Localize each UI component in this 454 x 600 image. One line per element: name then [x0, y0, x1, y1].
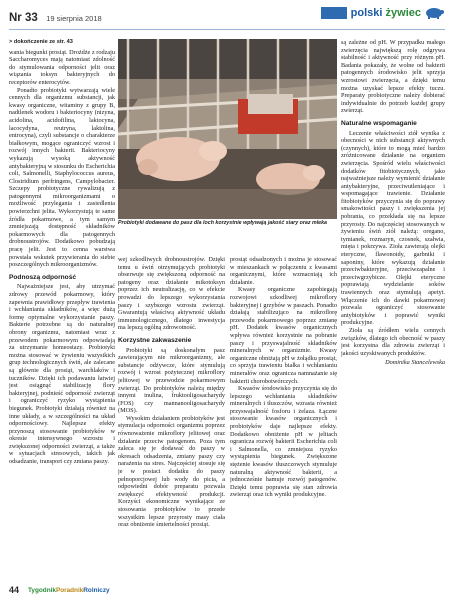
paragraph: Probiotyki są doskonałym pasz zawierającym nie mikroorganizmy, ale substancje odżywcze, które stymulują rozwój i wzrost pożytecznej mikroflory jelitowej w przewodzie pokarmowym zwierząt. Do probiotyków należą między innymi inulina, fruktooligosacharydy (FOS) czy mannanooligosacharydy (MOS).: [118, 346, 225, 415]
paragraph: Wysokim działaniem probiotyków jest stymulacja odporności organizmu poprzez równoważenie mikroflory jelitowej oraz działanie przeciw patogenom. Poza tym zaleca się je dodawać do paszy w okresach odsadzenia, zmiany paszy czy narażenia na stres. Najczęściej stosuje się je w postaci dodatku do paszy pełnoporcjowej lub wody do picia, a odpowiedni dobór preparatu pozwala zwiększyć efektywność produkcji. Korzyści ekonomiczne wynikające ze stosowania probiotyków to przede wszystkim lepsze przyrosty masy ciała oraz obniżenie śmiertelności prosiąt.: [118, 414, 225, 529]
publication-name: [28, 587, 110, 594]
publication-word-3: Rolniczy: [83, 587, 110, 594]
header-rule: [9, 29, 445, 30]
paragraph: Kwasów środowisko przyczynia się do lepszego wchłaniania składników mineralnych i tłuszczów, wzrasta również przyswajalność fosforu i żelaza. Łączne stosowanie kwasów organicznych i probiotyków daje najlepsze efekty. Dodatkowo obniżenie pH w jelitach ogranicza rozwój bakterii Escherichia coli i Salmonella, co zmniejsza ryzyko wystąpienia biegunek. Zwiększone stężenie kwasów tłuszczowych stymuluje naturalną aktywność bakterii, a jednocześnie hamuje rozwój patogenów. Dzięki temu poprawia się stan zdrowia zwierząt oraz ich wyniki produkcyjne.: [230, 385, 337, 499]
issue-info: [9, 8, 102, 26]
article-column-3: [230, 256, 337, 577]
paragraph: wej szkodliwych drobnoustrojów. Dzięki temu u świń otrzymujących probiotyki obserwuje się zwiększoną odporność na patogeny oraz działanie mikotoksyn poprzez ich neutralizację, co w efekcie prowadzi do lepszego wykorzystania paszy i szybszego wzrostu zwierząt. Gwarantują właściwą aktywność układu immunologicznego, dlatego inwestycja ma lepszą ogólną zdrowotność.: [118, 256, 225, 332]
author-signature: Dominika Stancelewska: [385, 359, 445, 367]
issue-date: 19 sierpnia 2018: [46, 14, 102, 23]
paragraph: Zioła są źródłem wielu cennych związków, dlatego ich obecność w paszy jest korzystna dla zdrowia zwierząt i jakości uzyskiwanych produktów.: [341, 326, 445, 357]
brand-word-polski: polski: [350, 6, 383, 19]
brand-color-bar: [321, 7, 347, 19]
article-column-4: [341, 39, 445, 577]
pig-logo-icon: [424, 6, 444, 19]
subheading-zakwaszenie: Korzystne zakwaszenie: [118, 336, 192, 344]
issue-number: Nr 33: [9, 12, 38, 24]
paragraph: prosiąt odsadzonych i można je stosować w mieszankach w połączeniu z kwasami organicznymi, które wzmacniają ich działanie.: [230, 256, 337, 286]
photo-caption: Probiotyki dodawane do pasz dla loch korzystnie wpływają jakość siary oraz mleka: [118, 220, 328, 226]
pig-pen-photo: [118, 39, 337, 219]
paragraph: są zależne od pH. W przypadku małego zwierzęcia największą rolę odgrywa stabilność i aktywność przy różnym pH. Badania pokazały, że wolne od bakterii patogennych środowisko jelit sprzyja wzrostowi zwierzęcia, a dzięki temu można uzyskać lepsze efekty tuczu. Preparaty probiotyczne należy dobierać indywidualnie do potrzeb każdej grupy zwierząt.: [341, 39, 445, 115]
page-header: [0, 0, 454, 31]
publication-word-1: Tygodnik: [28, 587, 56, 594]
article-photo: [118, 39, 337, 219]
paragraph: Najważniejsze jest, aby utrzymać zdrowy przewód pokarmowy, który zapewnia prawidłowy przepływ trawienia i wchłaniania składników, a więc dużą formę optymalne wykorzystanie paszy. Bakterie potrzebne są do naturalnej obrony organizmu, natomiast wraz z przewodem pokarmowym odpowiadają za utrzymanie homeostazy. Probiotyki można stosować w żywieniu wszystkich grup technologicznych świń, ale zalecane są głównie dla prosiąt, warchlaków i tuczników. Dzięki ich podawaniu łatwiej jest osiągnąć stabilizację flory bakteryjnej, podnieść odporność zwierząt i ograniczyć ryzyko wystąpienia biegunek. Probiotyki działają również na inne układy, a w szczególności na układ odpornościowy. Najlepsze efekty przynoszą stosowanie probiotyków w okresie intensywnego wzrostu i zwiększonej odporności zwierząt, a także w sytuacjach stresowych, takich jak odsadzanie, transport czy zmiana paszy.: [9, 283, 115, 466]
page-number: 44: [9, 585, 20, 595]
page-footer: [0, 580, 454, 600]
subheading-naturalne: Naturalne wspomaganie: [341, 119, 417, 127]
brand-word-zywiec: żywiec: [385, 6, 421, 19]
paragraph: Kwasy organiczne zapobiegają rozwojowi szkodliwej mikroflory bakteryjnej i grzybów w paszach. Ponadto działają stabilizująco na mikroflorę przewodu pokarmowego poprzez zmianę pH. Dodatek kwasów organicznych wpływa również korzystnie na pobranie paszy i przyswajalność składników mineralnych w organizmie. Kwasy organiczne obniżają pH w żołądku prosiąt, co sprzyja trawieniu białka i wchłanianiu minerałów oraz ogranicza namnażanie się bakterii chorobotwórczych.: [230, 286, 337, 385]
subheading-odpornosc: Podnoszą odporność: [9, 273, 77, 281]
section-brand: [321, 6, 444, 19]
paragraph: wania biegunki prosiąt. Drożdże z rodzaju Saccharomyces mają natomiast zdolność do stymulowania odporności jelit oraz wiązania toksyn bakteryjnych do receptorów enterocytów.: [9, 48, 115, 86]
continuation-note: > dokończenie ze str. 43: [9, 39, 73, 45]
paragraph: Leczenie właściwości ziół wynika z obecności w nich substancji aktywnych (czynnych), które to mogą mieć bardzo zróżnicowane działanie na organizm zwierzęcia. Spośród wielu właściwości dodatków fitobiotycznych, jako najważniejsze należy wymienić działanie antybakteryjne, przeciwutleniające i wspomagające trawienie. Działanie fitobiotyków przyczynia się do poprawy smakowitości paszy i zwiększenia jej pobrania, co przekłada się na lepsze przyrosty. Do najczęściej stosowanych w żywieniu świń ziół należą: oregano, tymianek, rozmaryn, czosnek, szałwia, mięta i pokrzywa. Zioła zawierają olejki eteryczne, flawonoidy, garbniki i saponiny, które wykazują działanie przeciwbakteryjne, przeciwzapalne i przeciwgrzybicze. Olejki eteryczne poprawiają wydzielanie soków trawiennych oraz stymulują apetyt. Włączenie ich do dawki pokarmowej pozwala ograniczyć stosowanie antybiotyków i poprawić wyniki produkcyjne.: [341, 129, 445, 327]
article-column-2: [118, 256, 225, 577]
article-column-1: [9, 39, 115, 577]
publication-word-2: Poradnik: [55, 587, 84, 594]
brand-name: [351, 7, 421, 19]
paragraph: Ponadto probiotyki wytwarzają wiele cennych dla organizmu substancji, jak kwasy organiczne, witaminy z grupy B, nadtlenek wodoru i bakteriocyny (nizyna, acidolina, acidofilina, laktocyna, lacocydyna, reutryna, laktolina, entrocyna), czyli substancje o charakterze białkowym, mogące ograniczyć wzrost i rozwój innych bakterii. Bakteriocyny wykazują wysoką aktywność antybakteryjną w stosunku do Escherichia coli, Salmonelli, Staphylococcus aureus, Clostridium perfringens, Campylobacter. Szczepy probiotyczne rywalizują z patogennymi mikroorganizmami o możliwość przylegania i zasiedlenia powierzchni jelita. Wykorzystują te same źródła pokarmowe, a tym samym zmniejszają dostępność składników pokarmowych dla patogennych drobnoustrojów. Dodatkowo pobudzają pracę jelit. Jest to cenna warstwa powstała wskutek przywierania do siebie poszczególnych mikroorganizmów.: [9, 86, 115, 269]
